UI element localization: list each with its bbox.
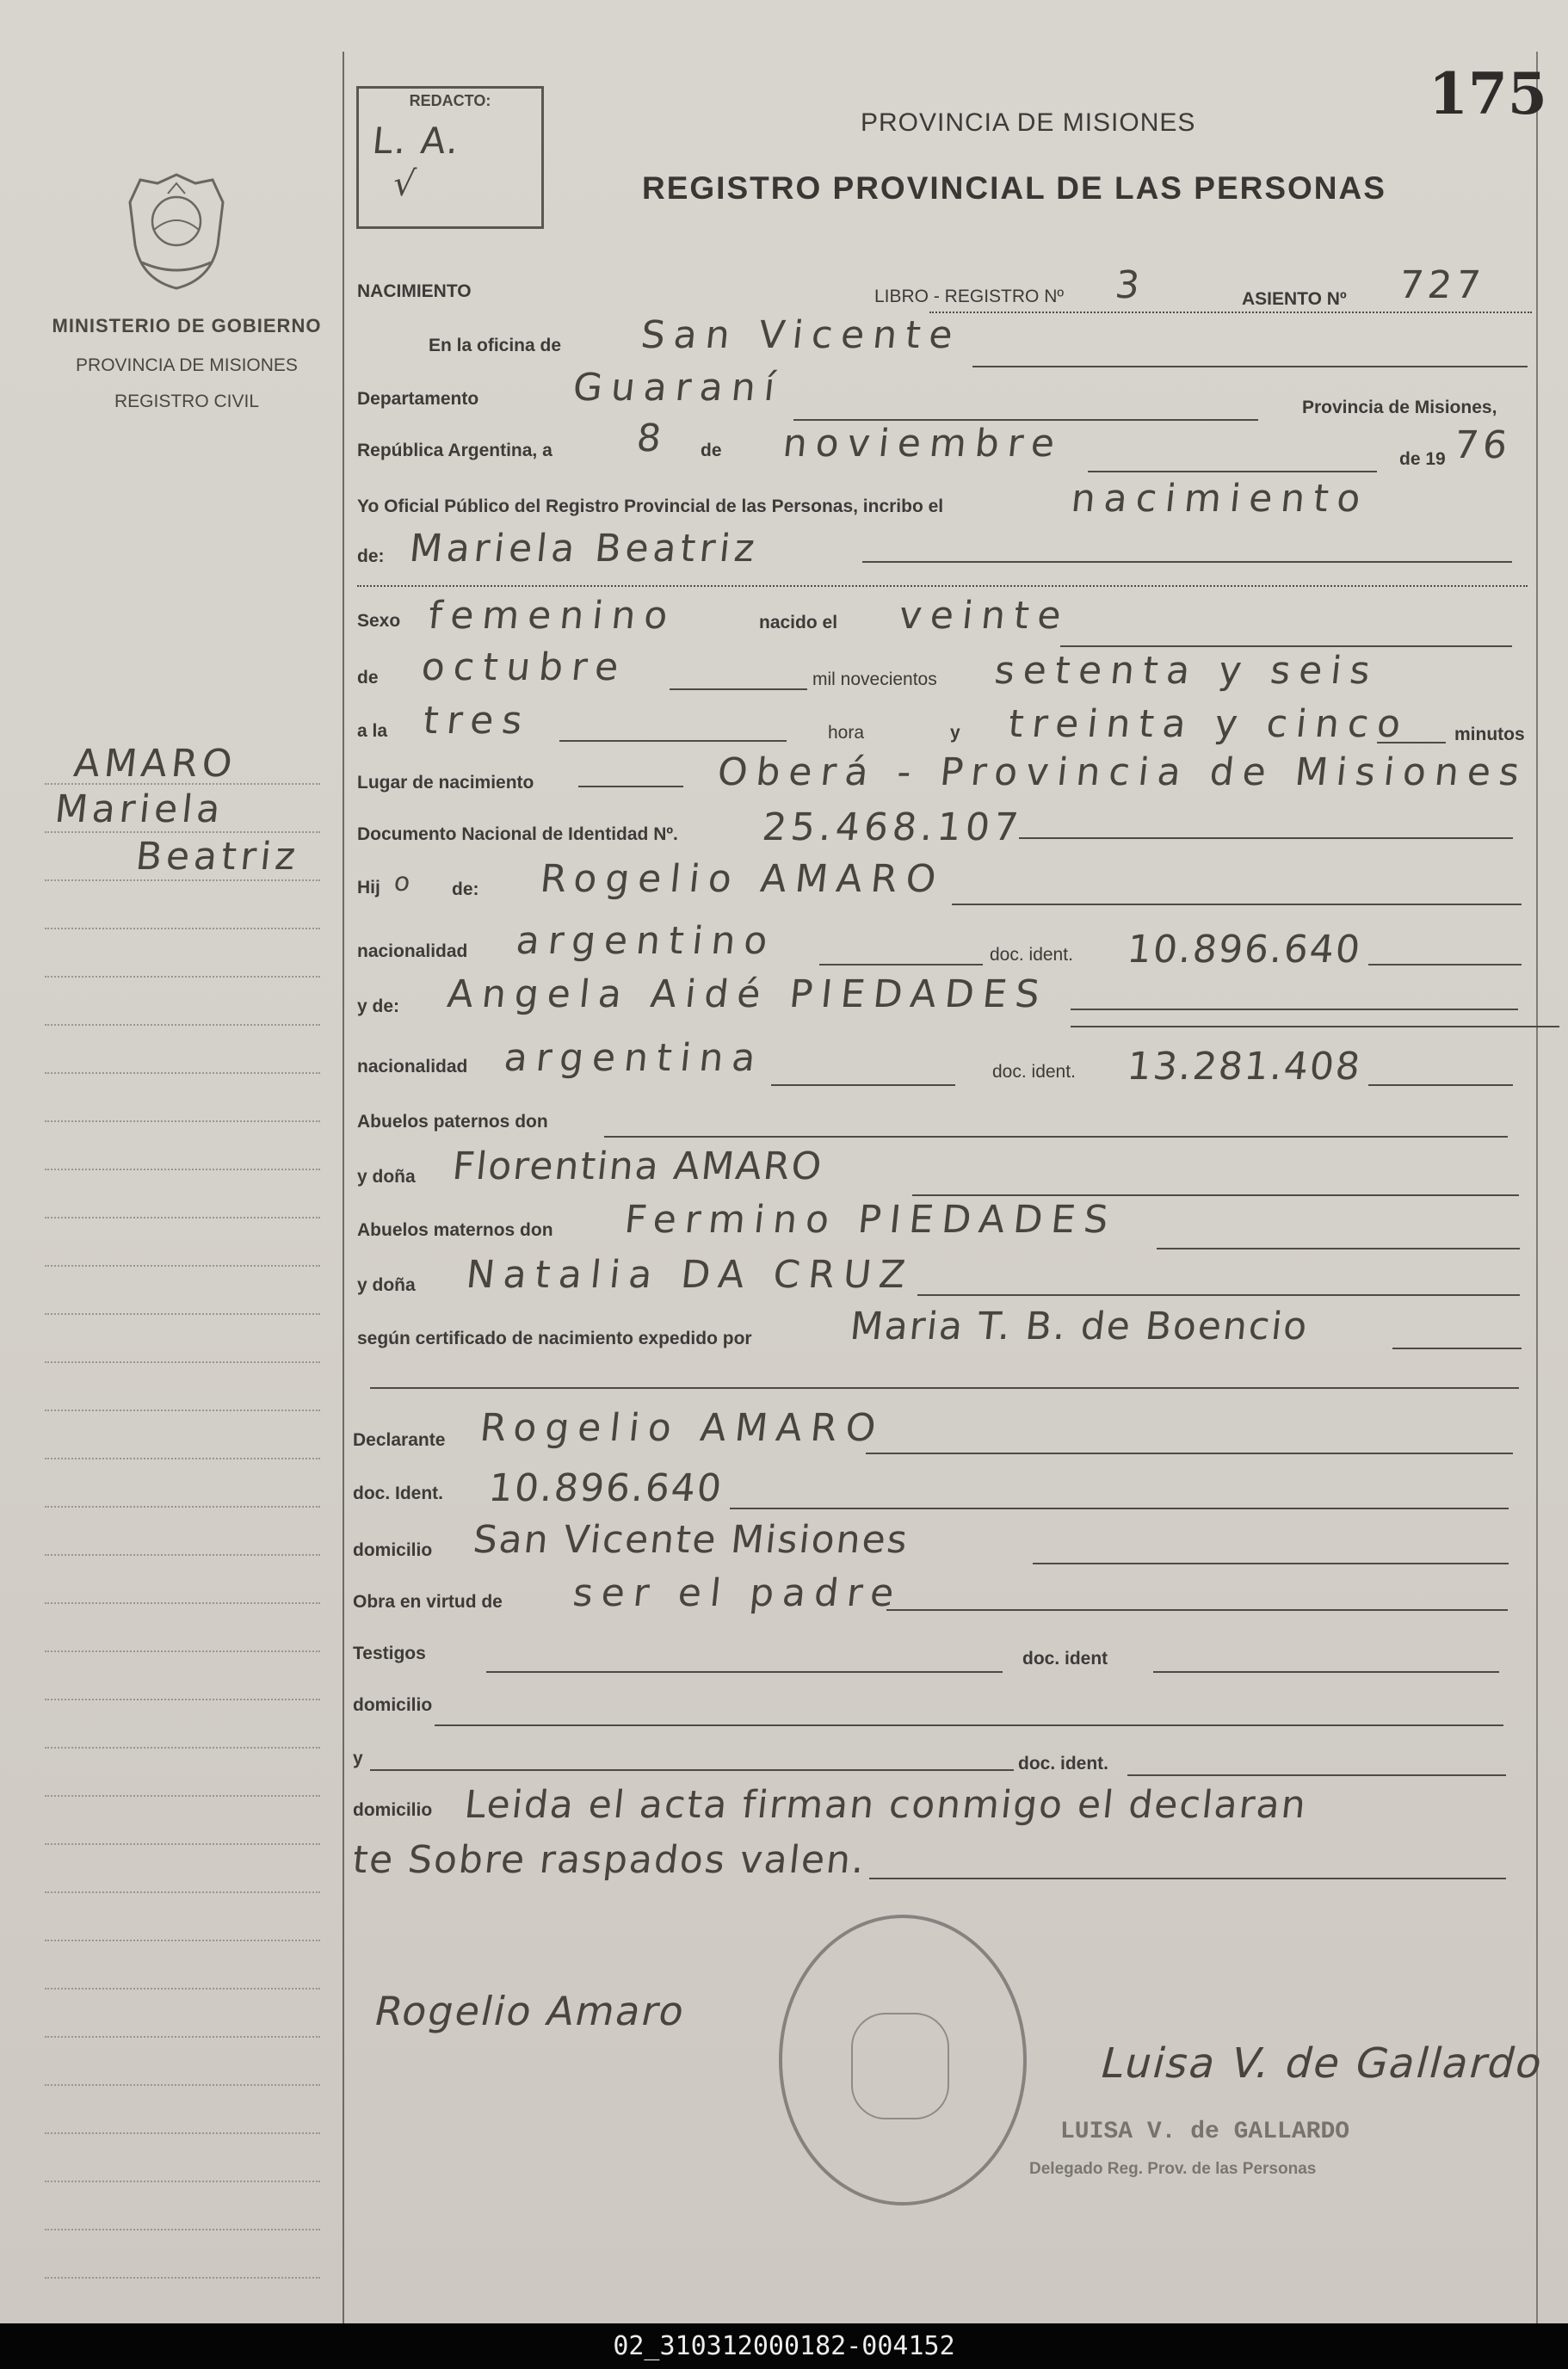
rule-nac-padre bbox=[819, 964, 983, 965]
margin-first-name: Mariela bbox=[52, 787, 227, 831]
certificado-value: Maria T. B. de Boencio bbox=[848, 1305, 1312, 1348]
rule-declarante bbox=[866, 1453, 1513, 1454]
certificado-label: según certificado de nacimiento expedido por bbox=[357, 1329, 752, 1348]
mes-value: noviembre bbox=[781, 422, 1065, 466]
rule-certificado bbox=[1392, 1348, 1522, 1349]
rule-obra bbox=[886, 1609, 1508, 1611]
declarante-value: Rogelio AMARO bbox=[478, 1406, 886, 1450]
margin-ruled-line bbox=[45, 2036, 320, 2038]
margin-ruled-line bbox=[45, 1410, 320, 1411]
nota-line-2: te Sobre raspados valen. bbox=[350, 1838, 868, 1882]
doc-madre-value: 13.281.408 bbox=[1125, 1045, 1364, 1089]
y-dona-paterna-label: y doña bbox=[357, 1167, 416, 1187]
margin-ruled-line bbox=[45, 1650, 320, 1652]
y-dona-materna-label: y doña bbox=[357, 1275, 416, 1295]
de-mes-label: de bbox=[357, 668, 379, 688]
rule-minutos bbox=[1377, 742, 1446, 743]
seal-emblem-icon bbox=[851, 2013, 949, 2119]
oficina-value: San Vicente bbox=[639, 313, 964, 357]
margin-ruled-line bbox=[45, 1072, 320, 1074]
anio-value: 76 bbox=[1452, 423, 1514, 467]
province-label: PROVINCIA DE MISIONES bbox=[76, 355, 298, 375]
de19-label: de 19 bbox=[1399, 449, 1446, 469]
margin-ruled-line bbox=[45, 1024, 320, 1026]
redactado-check: √ bbox=[391, 164, 419, 204]
official-stamp-name: LUISA V. de GALLARDO bbox=[1060, 2119, 1350, 2145]
declarante-doc-value: 10.896.640 bbox=[486, 1466, 725, 1510]
dni-label: Documento Nacional de Identidad Nº. bbox=[357, 824, 678, 844]
margin-ruled-line bbox=[45, 1602, 320, 1604]
abuela-materna-value: Natalia DA CRUZ bbox=[464, 1253, 917, 1297]
departamento-label: Departamento bbox=[357, 389, 479, 409]
rule-abuelo-paterno bbox=[604, 1136, 1508, 1138]
doc-padre-label: doc. ident. bbox=[990, 945, 1073, 965]
rule-oficina bbox=[972, 366, 1528, 367]
rule-abuelo-materno bbox=[1157, 1248, 1520, 1249]
rule-dni bbox=[1019, 837, 1513, 839]
testigos-doc-label: doc. ident bbox=[1022, 1649, 1108, 1669]
hora-label: hora bbox=[828, 723, 865, 743]
sexo-value: femenino bbox=[426, 594, 679, 638]
doc-padre-value: 10.896.640 bbox=[1125, 928, 1364, 972]
declarante-domicilio-label: domicilio bbox=[353, 1540, 433, 1560]
rule-testigo-2 bbox=[370, 1769, 1014, 1771]
lugar-value: Oberá - Provincia de Misiones bbox=[715, 750, 1530, 794]
sexo-label: Sexo bbox=[357, 611, 401, 631]
doc-madre-label: doc. ident. bbox=[992, 1062, 1076, 1082]
declarante-label: Declarante bbox=[353, 1430, 446, 1450]
margin-ruled-line bbox=[45, 2084, 320, 2086]
folio-number: 175 bbox=[1429, 60, 1547, 127]
rule-testigos bbox=[486, 1671, 1003, 1673]
rule-nacido bbox=[1060, 645, 1512, 647]
margin-ruled-line bbox=[45, 1265, 320, 1267]
rule-madre bbox=[1071, 1009, 1518, 1010]
margin-ruled-line bbox=[45, 1506, 320, 1508]
margin-ruled-line bbox=[45, 1120, 320, 1122]
abuelos-maternos-label: Abuelos maternos don bbox=[357, 1220, 553, 1240]
dia-nacimiento-value: veinte bbox=[897, 594, 1072, 638]
rule-nac-madre bbox=[771, 1084, 955, 1086]
rule-abuela-materna bbox=[917, 1294, 1520, 1296]
anio-nacimiento-value: setenta y seis bbox=[992, 649, 1381, 693]
margin-ruled-line bbox=[45, 2132, 320, 2134]
official-stamp-title: Delegado Reg. Prov. de las Personas bbox=[1029, 2160, 1317, 2178]
y2-label: y bbox=[353, 1749, 363, 1768]
nacionalidad-padre-label: nacionalidad bbox=[357, 941, 468, 961]
margin-ruled-line bbox=[45, 1699, 320, 1700]
redactado-initials: L. A. bbox=[370, 120, 463, 162]
abuelos-paternos-label: Abuelos paternos don bbox=[357, 1112, 548, 1132]
oficina-label: En la oficina de bbox=[429, 336, 562, 355]
margin-ruled-line bbox=[45, 879, 320, 881]
margin-ruled-line bbox=[45, 1940, 320, 1941]
madre-value: Angela Aidé PIEDADES bbox=[445, 972, 1051, 1016]
nota-line-1: Leida el acta firman conmigo el declaran bbox=[462, 1783, 1310, 1827]
nombre-value: Mariela Beatriz bbox=[407, 527, 762, 571]
declarante-domicilio-value: San Vicente Misiones bbox=[471, 1518, 911, 1562]
coat-of-arms-icon bbox=[116, 168, 237, 297]
margin-ruled-line bbox=[45, 2277, 320, 2279]
departamento-value: Guaraní bbox=[571, 366, 786, 410]
hijo-sufijo: o bbox=[392, 867, 414, 898]
lugar-label: Lugar de nacimiento bbox=[357, 773, 534, 793]
obra-value: ser el padre bbox=[571, 1571, 905, 1615]
padre-value: Rogelio AMARO bbox=[538, 857, 947, 901]
dni-value: 25.468.107 bbox=[760, 805, 1025, 849]
declarante-doc-label: doc. Ident. bbox=[353, 1484, 443, 1503]
rule-declarante-doc bbox=[730, 1508, 1509, 1509]
official-seal bbox=[779, 1915, 1027, 2206]
rule-padre bbox=[952, 904, 1522, 905]
redactado-label: REDACTO: bbox=[409, 92, 491, 109]
rule-testigos-doc bbox=[1153, 1671, 1499, 1673]
asiento-label: ASIENTO Nº bbox=[1242, 289, 1347, 309]
de-name-label: de: bbox=[357, 546, 385, 566]
image-id-footer: 02_310312000182-004152 bbox=[0, 2323, 1568, 2369]
rule-mes-nac bbox=[670, 688, 807, 690]
y-label: y bbox=[950, 723, 960, 743]
testigos-domicilio-label: domicilio bbox=[353, 1695, 433, 1715]
redactado-box bbox=[356, 86, 544, 229]
testigo-2-doc-label: doc. ident. bbox=[1018, 1754, 1108, 1774]
header-province: PROVINCIA DE MISIONES bbox=[861, 108, 1196, 137]
rule-certificado-2 bbox=[370, 1387, 1519, 1389]
margin-ruled-line bbox=[45, 1217, 320, 1218]
hora-value: tres bbox=[421, 699, 534, 743]
margin-ruled-line bbox=[45, 1361, 320, 1363]
provincia-misiones-label: Provincia de Misiones, bbox=[1302, 398, 1497, 417]
rule-nota bbox=[869, 1878, 1506, 1879]
margin-ruled-line bbox=[45, 1795, 320, 1797]
y-de-label: y de: bbox=[357, 996, 400, 1016]
rule-declarante-domicilio bbox=[1033, 1563, 1509, 1564]
registro-civil-label: REGISTRO CIVIL bbox=[114, 392, 260, 411]
rule-doc-madre bbox=[1368, 1084, 1513, 1086]
dia-value: 8 bbox=[634, 416, 668, 460]
margin-ruled-line bbox=[45, 831, 320, 833]
right-rule bbox=[1536, 52, 1538, 2323]
margin-second-name: Beatriz bbox=[133, 835, 302, 879]
margin-ruled-line bbox=[45, 976, 320, 978]
rule-testigos-domicilio bbox=[435, 1724, 1503, 1726]
nacido-label: nacido el bbox=[759, 613, 838, 632]
rule-nombre-2 bbox=[357, 585, 1528, 587]
margin-ruled-line bbox=[45, 1169, 320, 1170]
libro-label: LIBRO - REGISTRO Nº bbox=[874, 287, 1065, 306]
minutos-label: minutos bbox=[1454, 725, 1525, 744]
nota-domicilio-label: domicilio bbox=[353, 1800, 433, 1820]
margin-ruled-line bbox=[45, 1988, 320, 1990]
header-title: REGISTRO PROVINCIAL DE LAS PERSONAS bbox=[642, 170, 1386, 206]
signature-oficial: Luisa V. de Gallardo bbox=[1096, 2039, 1550, 2088]
oficial-label: Yo Oficial Público del Registro Provincial de las Personas, incribo el bbox=[357, 497, 944, 516]
rule-hora bbox=[559, 740, 787, 742]
obra-label: Obra en virtud de bbox=[353, 1592, 503, 1612]
rule-libro bbox=[929, 312, 1532, 313]
margin-surname: AMARO bbox=[71, 742, 239, 786]
mes-nacimiento-value: octubre bbox=[419, 645, 630, 689]
nacionalidad-padre-value: argentino bbox=[514, 919, 779, 963]
margin-ruled-line bbox=[45, 2229, 320, 2230]
margin-ruled-line bbox=[45, 1747, 320, 1749]
republica-label: República Argentina, a bbox=[357, 441, 553, 460]
rule-lugar bbox=[578, 786, 683, 787]
acto-value: nacimiento bbox=[1069, 477, 1372, 521]
hijo-label: Hij bbox=[357, 878, 380, 898]
nacimiento-label: NACIMIENTO bbox=[357, 281, 472, 301]
de-label: de bbox=[701, 441, 722, 460]
rule-nombre bbox=[862, 561, 1512, 563]
nacionalidad-madre-label: nacionalidad bbox=[357, 1057, 468, 1077]
rule-madre-2 bbox=[1071, 1026, 1559, 1027]
asiento-value: 727 bbox=[1397, 263, 1487, 307]
margin-ruled-line bbox=[45, 2181, 320, 2182]
ministry-label: MINISTERIO DE GOBIERNO bbox=[52, 315, 322, 336]
margin-ruled-line bbox=[45, 1458, 320, 1459]
minutos-value: treinta y cinco bbox=[1006, 702, 1411, 746]
libro-value: 3 bbox=[1113, 263, 1146, 307]
testigos-label: Testigos bbox=[353, 1644, 426, 1663]
rule-doc-padre bbox=[1368, 964, 1522, 965]
nacionalidad-madre-value: argentina bbox=[502, 1036, 767, 1080]
rule-departamento bbox=[793, 419, 1258, 421]
margin-ruled-line bbox=[45, 1313, 320, 1315]
abuelo-materno-value: Fermino PIEDADES bbox=[622, 1198, 1119, 1242]
signature-declarante: Rogelio Amaro bbox=[370, 1988, 691, 2034]
margin-ruled-line bbox=[45, 1843, 320, 1845]
margin-ruled-line bbox=[45, 928, 320, 929]
rule-testigo-2-doc bbox=[1127, 1774, 1506, 1776]
abuela-paterna-value: Florentina AMARO bbox=[450, 1144, 825, 1188]
mil-label: mil novecientos bbox=[812, 669, 937, 689]
hijo-de-label: de: bbox=[452, 879, 479, 899]
margin-rule bbox=[343, 52, 344, 2323]
rule-fecha bbox=[1088, 471, 1377, 472]
margin-ruled-line bbox=[45, 1891, 320, 1893]
margin-ruled-line bbox=[45, 1554, 320, 1556]
a-la-label: a la bbox=[357, 721, 388, 741]
rule-abuela-paterna bbox=[912, 1194, 1519, 1196]
